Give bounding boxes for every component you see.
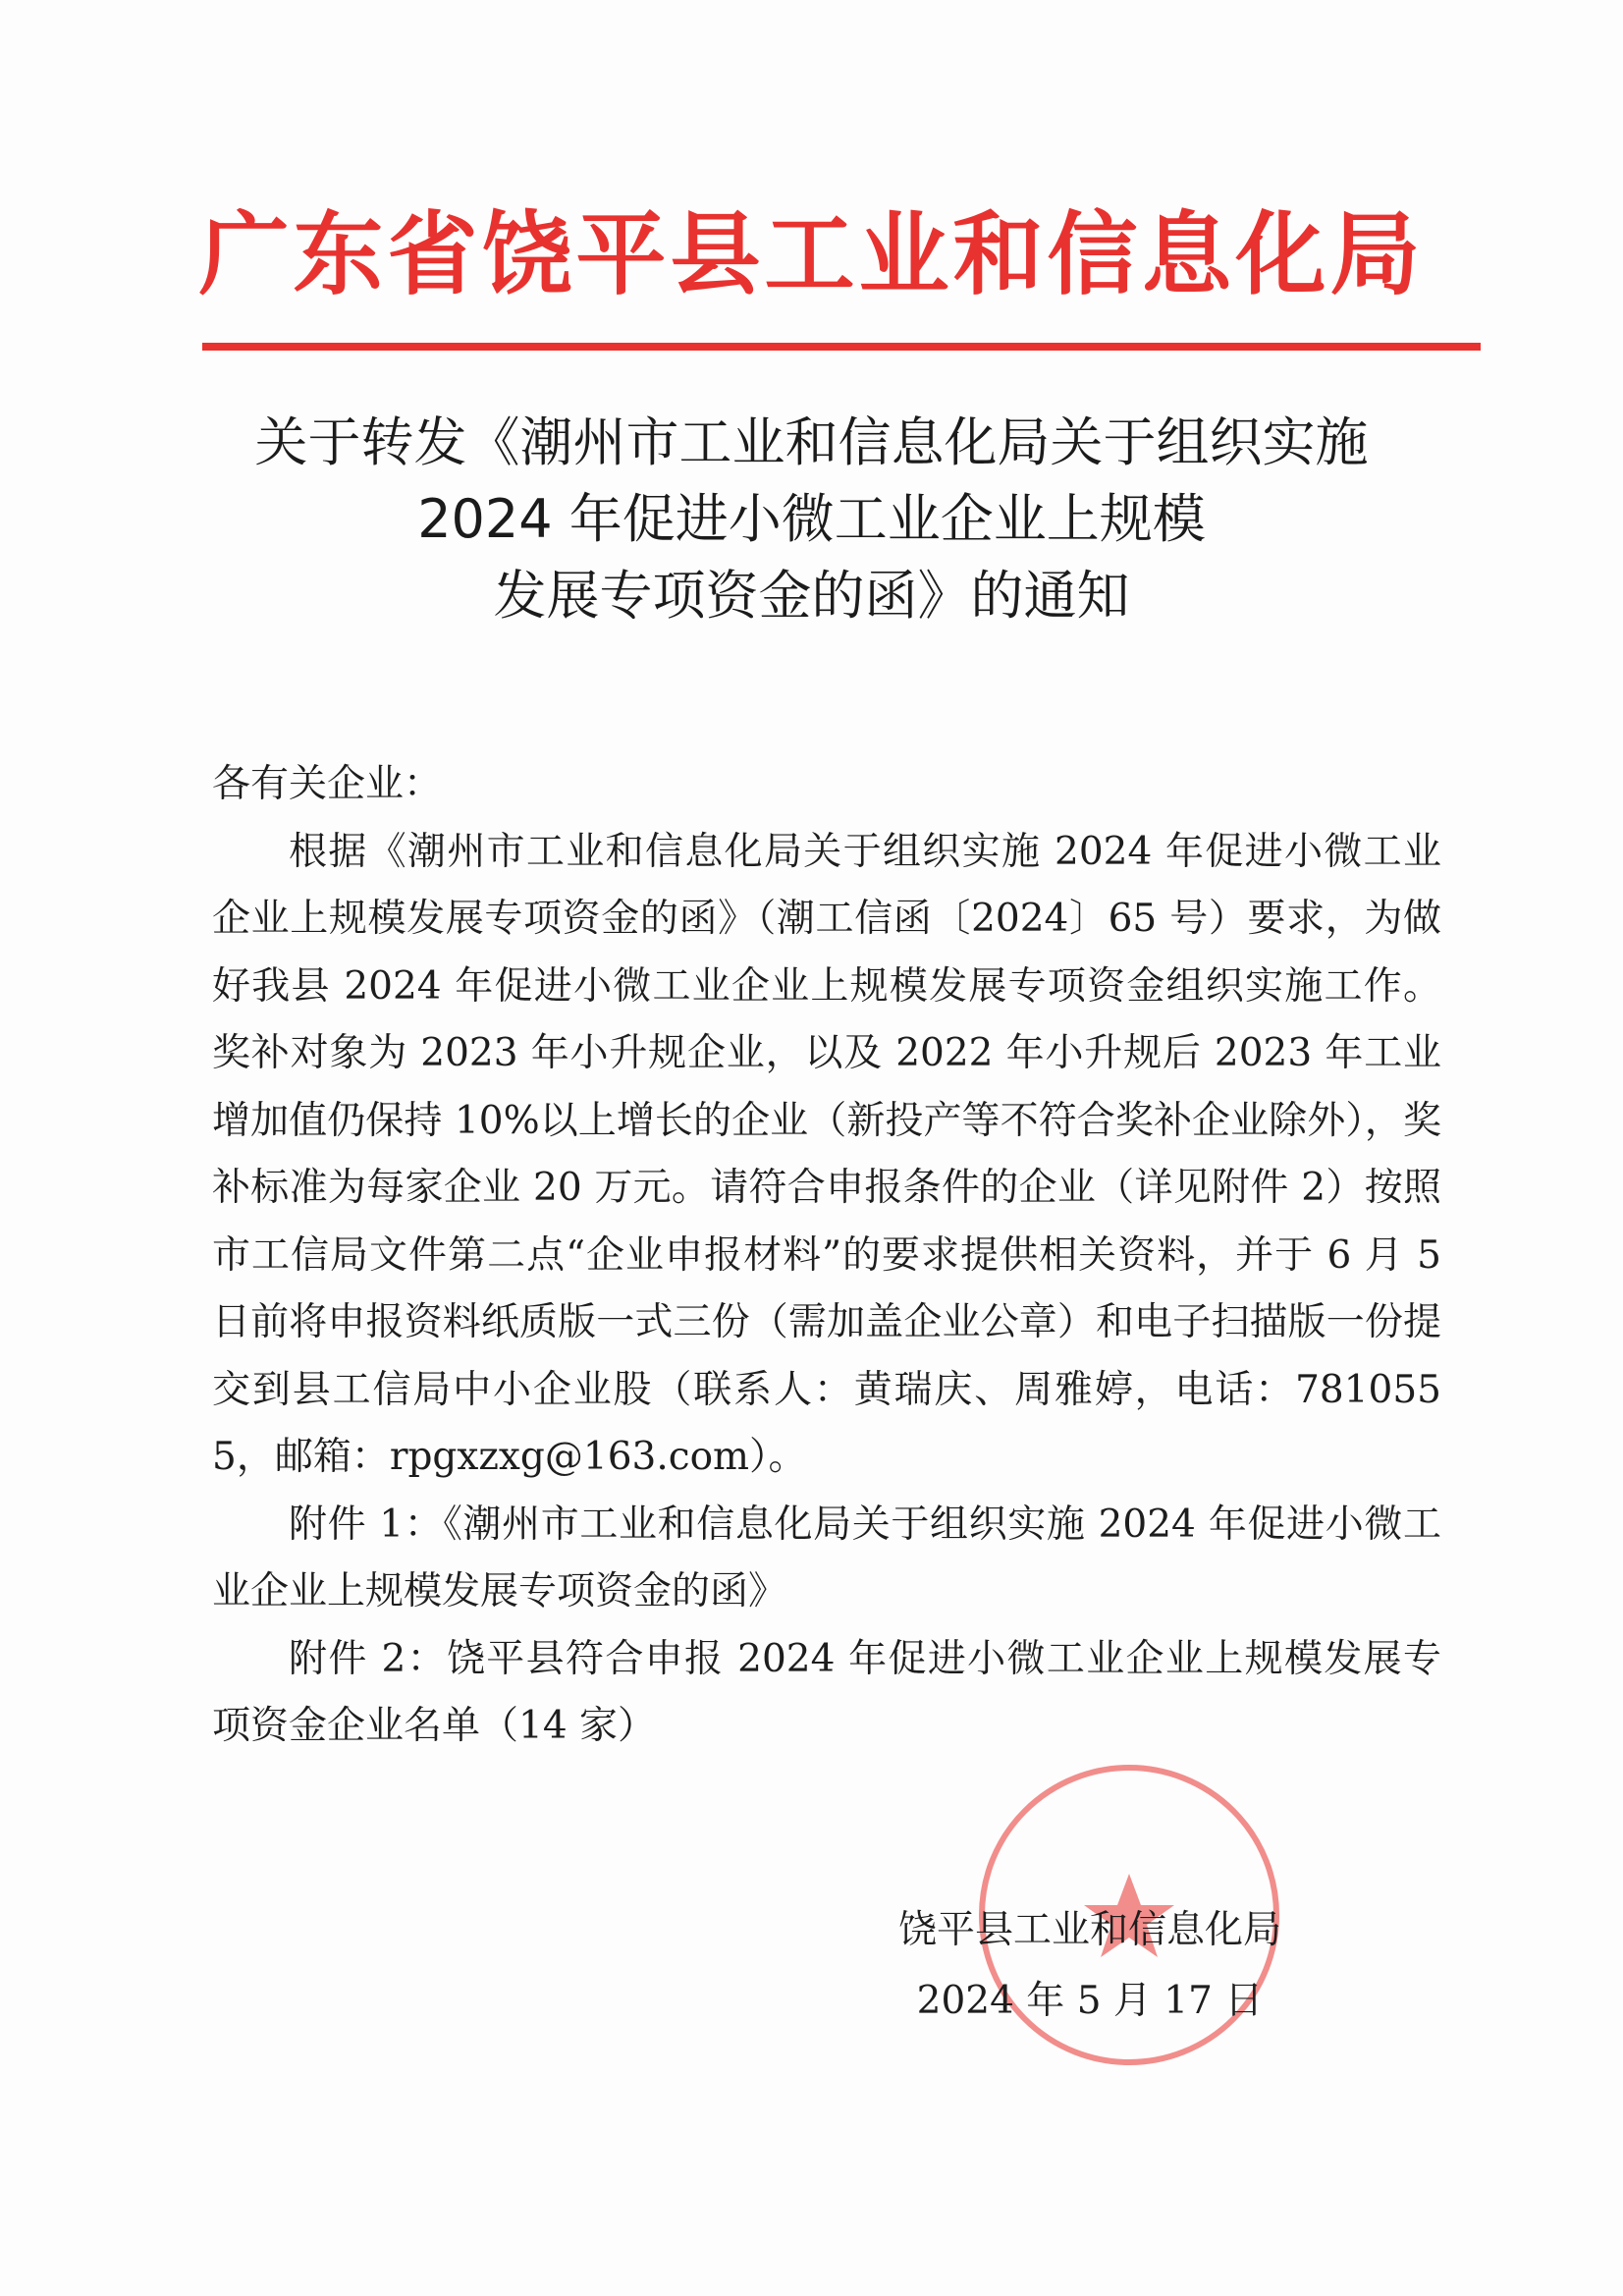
- title-line-3: 发展专项资金的函》的通知: [493, 565, 1130, 627]
- attachment-1: 附件 1：《潮州市工业和信息化局关于组织实施 2024 年促进小微工业企业上规模发展专项资金的函》: [212, 1502, 1441, 1613]
- issuer-name: 饶平县工业和信息化局: [897, 1908, 1281, 1952]
- attachment-2: 附件 2：饶平县符合申报 2024 年促进小微工业企业上规模发展专项资金企业名单（14 家）: [212, 1636, 1441, 1748]
- letterhead-title: 广东省饶平县工业和信息化局: [198, 202, 1425, 307]
- title-line-1: 关于转发《潮州市工业和信息化局关于组织实施: [254, 411, 1369, 473]
- salutation: 各有关企业：: [212, 762, 443, 806]
- signature-block: [854, 1895, 1325, 2037]
- document-title: [147, 405, 1476, 634]
- document-body: [212, 751, 1441, 1761]
- letterhead-red-rule: [202, 343, 1481, 351]
- issue-date: 2024 年 5 月 17 日: [916, 1979, 1264, 2023]
- title-line-2: 2024 年促进小微工业企业上规模: [417, 488, 1206, 550]
- main-paragraph: 根据《潮州市工业和信息化局关于组织实施 2024 年促进小微工业企业上规模发展专项资金的函》（潮工信函〔2024〕65 号）要求，为做好我县 2024 年促进小微工业企业上规模发展专项资金组织实施工作。奖补对象为 2023 年小升规企业，以及 2022 年小升规后 2023 年工业增加值仍保持 10%以上增长的企业（新投产等不符合奖补企业除外），奖补标准为每家企业 20 万元。请符合申报条件的企业（详见附件 2）按照市工信局文件第二点“企业申报材料”的要求提供相关资料，并于 6 月 5 日前将申报资料纸质版一式三份（需加盖企业公章）和电子扫描版一份提交到县工信局中小企业股（联系人：黄瑞庆、周雅婷，电话：7810555，邮箱：rpgxzxg@163.com）。: [212, 829, 1441, 1479]
